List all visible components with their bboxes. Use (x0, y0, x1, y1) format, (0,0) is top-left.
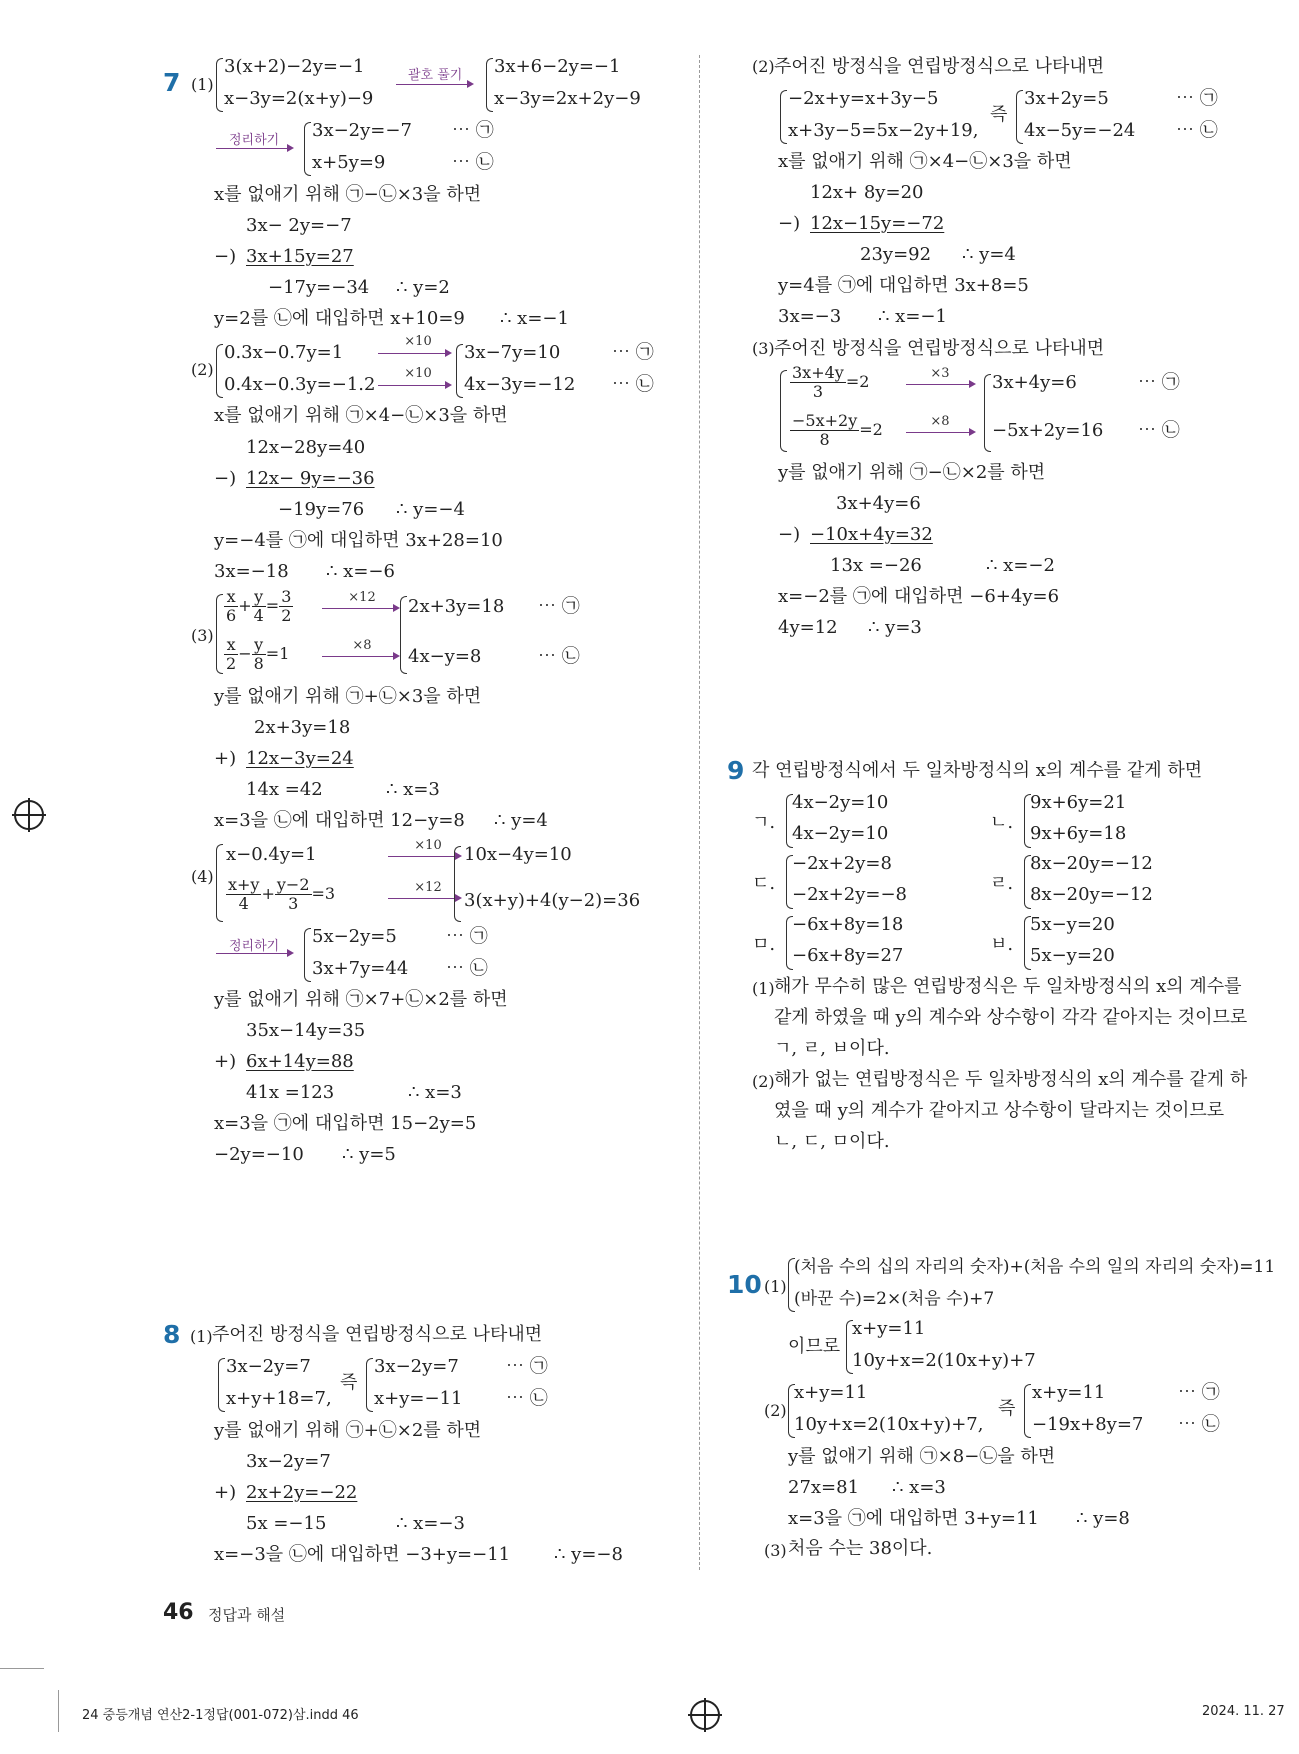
choice-label: ㄱ. (752, 812, 776, 833)
choice-label: ㅂ. (990, 934, 1014, 955)
left-brace (216, 844, 223, 922)
result: ∴ x=−1 (878, 306, 947, 327)
equation: 2x+3y=18 (254, 717, 351, 738)
equation: 10y+x=2(10x+y)+7, (794, 1414, 984, 1435)
equation: 3x+7y=44 (312, 958, 409, 979)
explanation-text: 해가 무수히 많은 연립방정식은 두 일차방정식의 x의 계수를 (774, 976, 1242, 997)
equation: −6x+8y=18 (792, 914, 904, 935)
left-brace (456, 344, 463, 398)
question-number-8: 8 (163, 1320, 181, 1349)
right-arrow (322, 608, 398, 609)
equation-marker: ⋯ ㉡ (506, 1388, 548, 1409)
step-tag: 정리하기 (229, 939, 280, 954)
operation-sign: +) (214, 748, 237, 769)
result: ∴ y=5 (342, 1144, 396, 1165)
equation-marker: ⋯ ㉠ (506, 1356, 548, 1377)
operation-sign: −) (214, 468, 237, 489)
equation: 3x=−3 (778, 306, 842, 327)
left-brace (984, 374, 991, 452)
part-label: (1) (752, 979, 775, 998)
equation: 5x =−15 (246, 1513, 327, 1534)
right-arrow (906, 432, 974, 433)
part-label: (2) (191, 360, 214, 379)
question-intro: 각 연립방정식에서 두 일차방정식의 x의 계수를 같게 하면 (752, 760, 1203, 781)
left-brace (304, 928, 311, 982)
solution-text: x를 없애기 위해 ㉠−㉡×3을 하면 (214, 184, 482, 205)
right-arrow (388, 856, 460, 857)
left-brace (366, 1358, 373, 1412)
step-tag: 정리하기 (229, 133, 280, 148)
solution-text: x=−2를 ㉠에 대입하면 −6+4y=6 (778, 586, 1060, 607)
result: ∴ y=−4 (396, 499, 465, 520)
left-brace (454, 846, 461, 922)
solution-text: x=3을 ㉠에 대입하면 15−2y=5 (214, 1113, 477, 1134)
equation: −2x+2y=8 (792, 853, 892, 874)
equation: 23y=92 (860, 244, 932, 265)
equation: 4x−3y=−12 (464, 374, 576, 395)
left-brace (218, 1358, 225, 1412)
left-brace (216, 594, 223, 674)
equation: −2x+y=x+3y−5 (788, 88, 939, 109)
equation: 14x =42 (246, 779, 323, 800)
question-number-10: 10 (727, 1270, 762, 1299)
equation: 41x =123 (246, 1082, 335, 1103)
equation: 12x−3y=24 (246, 748, 354, 769)
equation: 3x+2y=5 (1024, 88, 1109, 109)
solution-text: y를 없애기 위해 ㉠+㉡×3을 하면 (214, 686, 482, 707)
equation: 35x−14y=35 (246, 1020, 366, 1041)
part-label: (3) (752, 339, 775, 358)
solution-text: x=3을 ㉡에 대입하면 12−y=8 (214, 810, 465, 831)
equation-marker: ⋯ ㉡ (446, 958, 488, 979)
solution-text: 주어진 방정식을 연립방정식으로 나타내면 (774, 338, 1105, 359)
explanation-text: 였을 때 y의 계수가 같아지고 상수항이 달라지는 것이므로 (774, 1100, 1225, 1121)
equation: x+y=−11 (374, 1388, 463, 1409)
multiplier-label: ×12 (348, 590, 376, 605)
equation-marker: ⋯ ㉡ (1176, 120, 1218, 141)
result: ∴ y=2 (396, 277, 450, 298)
operation-sign: +) (214, 1051, 237, 1072)
equation: 9x+6y=21 (1030, 792, 1127, 813)
left-brace (216, 344, 223, 398)
multiplier-label: ×10 (404, 366, 432, 381)
step-tag: 괄호 풀기 (408, 68, 463, 83)
left-brace (780, 90, 787, 144)
equation-marker: ⋯ ㉠ (1138, 372, 1180, 393)
part-label: (2) (752, 1072, 775, 1091)
left-brace (780, 370, 787, 452)
multiplier-label: ×12 (414, 880, 442, 895)
equation: −2y=−10 (214, 1144, 304, 1165)
equation: 6x+14y=88 (246, 1051, 354, 1072)
right-arrow (378, 385, 450, 386)
equation: 3x−2y=7 (374, 1356, 459, 1377)
equation: −10x+4y=32 (810, 524, 933, 545)
jeuk-label: 즉 (340, 1372, 358, 1393)
equation: 3x− 2y=−7 (246, 215, 352, 236)
part-label: (4) (191, 867, 214, 886)
equation: 5x−y=20 (1030, 914, 1115, 935)
choice-label: ㅁ. (752, 934, 776, 955)
part-label: (3) (191, 626, 214, 645)
solution-text: x를 없애기 위해 ㉠×4−㉡×3을 하면 (778, 151, 1072, 172)
equation: 12x−28y=40 (246, 437, 366, 458)
equation: 27x=81 (788, 1477, 860, 1498)
equation-marker: ⋯ ㉡ (538, 646, 580, 667)
question-number-7: 7 (163, 68, 181, 97)
right-arrow (388, 898, 460, 899)
print-date: 2024. 11. 27 (1202, 1704, 1285, 1719)
equation-marker: ⋯ ㉡ (1138, 420, 1180, 441)
part-label: (2) (752, 57, 775, 76)
equation: 10y+x=2(10x+y)+7 (852, 1350, 1036, 1371)
equation: 3x+6−2y=−1 (494, 56, 621, 77)
equation: 12x−15y=−72 (810, 213, 945, 234)
part-label: (2) (764, 1401, 787, 1420)
multiplier-label: ×10 (414, 838, 442, 853)
equation: 12x− 9y=−36 (246, 468, 375, 489)
equation: 0.3x−0.7y=1 (224, 342, 344, 363)
solution-text: y=−4를 ㉠에 대입하면 3x+28=10 (214, 530, 503, 551)
crop-mark (58, 1690, 59, 1732)
choice-label: ㄷ. (752, 873, 776, 894)
equation: x+y+18=7, (226, 1388, 332, 1409)
equation: 12x+ 8y=20 (810, 182, 924, 203)
equation: 10x−4y=10 (464, 844, 572, 865)
result: ∴ y=3 (868, 617, 922, 638)
equation: 3(x+y)+4(y−2)=36 (464, 890, 641, 911)
multiplier-label: ×3 (930, 366, 950, 381)
equation: 3x+15y=27 (246, 246, 354, 267)
equation: 8x−20y=−12 (1030, 884, 1153, 905)
equation: x−3y=2(x+y)−9 (224, 88, 374, 109)
page-section-label: 정답과 해설 (208, 1606, 286, 1624)
page-number: 46 (163, 1600, 194, 1625)
equation-marker: ⋯ ㉡ (612, 374, 654, 395)
result: ∴ x=−2 (986, 555, 1055, 576)
left-brace (216, 58, 223, 112)
part-label: (3) (764, 1541, 787, 1560)
left-brace (486, 58, 493, 112)
solution-text: x를 없애기 위해 ㉠×4−㉡×3을 하면 (214, 405, 508, 426)
equation: 4x−2y=10 (792, 823, 889, 844)
solution-text: 주어진 방정식을 연립방정식으로 나타내면 (774, 56, 1105, 77)
equation: x+3y−5=5x−2y+19, (788, 120, 979, 141)
solution-text: y를 없애기 위해 ㉠−㉡×2를 하면 (778, 462, 1046, 483)
equation: x+5y=9 (312, 152, 386, 173)
answer-text: ㄴ, ㄷ, ㅁ이다. (774, 1131, 890, 1152)
solution-text: 주어진 방정식을 연립방정식으로 나타내면 (212, 1324, 543, 1345)
result: ∴ y=8 (1076, 1508, 1130, 1529)
result: ∴ x=−1 (500, 308, 569, 329)
fraction-equation: $\frac{x}{2}$ − $\frac{y}{8}$ =1 (226, 635, 290, 673)
result: ∴ y=4 (494, 810, 548, 831)
right-arrow (378, 353, 450, 354)
equation: 4x−5y=−24 (1024, 120, 1136, 141)
equation: −2x+2y=−8 (792, 884, 908, 905)
solution-text: x=3을 ㉠에 대입하면 3+y=11 (788, 1508, 1039, 1529)
equation: −19y=76 (278, 499, 365, 520)
equation: 2x+3y=18 (408, 596, 505, 617)
operation-sign: −) (778, 213, 801, 234)
equation-marker: ⋯ ㉠ (446, 926, 488, 947)
right-arrow (322, 656, 398, 657)
equation: x+y=11 (794, 1382, 868, 1403)
result: ∴ x=3 (386, 779, 440, 800)
equation-marker: ⋯ ㉡ (1178, 1414, 1220, 1435)
file-slug: 24 중등개념 연산2-1정답(001-072)삼.indd 46 (82, 1708, 359, 1723)
solution-text: x=−3을 ㉡에 대입하면 −3+y=−11 (214, 1544, 511, 1565)
solution-text: 이므로 (788, 1336, 841, 1357)
jeuk-label: 즉 (998, 1398, 1016, 1419)
equation: x+y=11 (852, 1318, 926, 1339)
equation: −19x+8y=7 (1032, 1414, 1144, 1435)
equation: 5x−2y=5 (312, 926, 397, 947)
equation: 4y=12 (778, 617, 838, 638)
choice-label: ㄴ. (990, 812, 1014, 833)
multiplier-label: ×8 (352, 638, 372, 653)
result: ∴ x=3 (892, 1477, 946, 1498)
equation: 0.4x−0.3y=−1.2 (224, 374, 376, 395)
solution-text: y=2를 ㉡에 대입하면 x+10=9 (214, 308, 465, 329)
part-label: (1) (764, 1277, 787, 1296)
answer-text: ㄱ, ㄹ, ㅂ이다. (774, 1038, 890, 1059)
equation: x−0.4y=1 (226, 844, 317, 865)
column-divider (699, 55, 700, 1570)
equation: 3x−2y=7 (226, 1356, 311, 1377)
solution-text: y=4를 ㉠에 대입하면 3x+8=5 (778, 275, 1029, 296)
fraction-equation: $\frac{-5x+2y}{8}$ =2 (792, 411, 883, 449)
equation: 3(x+2)−2y=−1 (224, 56, 365, 77)
equation: 3x−2y=−7 (312, 120, 412, 141)
equation: −17y=−34 (268, 277, 370, 298)
equation: 5x−y=20 (1030, 945, 1115, 966)
equation: 13x =−26 (830, 555, 922, 576)
registration-mark-icon (14, 800, 44, 830)
equation: −6x+8y=27 (792, 945, 904, 966)
equation-marker: ⋯ ㉡ (452, 152, 494, 173)
answer-text: 처음 수는 38이다. (788, 1538, 933, 1559)
multiplier-label: ×10 (404, 334, 432, 349)
equation-marker: ⋯ ㉠ (612, 342, 654, 363)
left-brace (304, 122, 311, 176)
multiplier-label: ×8 (930, 414, 950, 429)
jeuk-label: 즉 (990, 104, 1008, 125)
part-label: (1) (191, 75, 214, 94)
fraction-equation: $\frac{3x+4y}{3}$ =2 (792, 363, 870, 401)
equation: 3x−2y=7 (246, 1451, 331, 1472)
result: ∴ x=−3 (396, 1513, 465, 1534)
result: ∴ x=3 (408, 1082, 462, 1103)
right-arrow (396, 84, 472, 85)
right-arrow (216, 148, 292, 149)
crop-mark (0, 1668, 44, 1669)
result: ∴ y=−8 (554, 1544, 623, 1565)
solution-text: y를 없애기 위해 ㉠+㉡×2를 하면 (214, 1420, 482, 1441)
result: ∴ x=−6 (326, 561, 395, 582)
registration-mark-icon (690, 1700, 720, 1730)
equation: 4x−2y=10 (792, 792, 889, 813)
equation: 3x+4y=6 (836, 493, 921, 514)
right-arrow (906, 384, 974, 385)
equation: 3x+4y=6 (992, 372, 1077, 393)
left-brace (400, 596, 407, 674)
equation: 2x+2y=−22 (246, 1482, 358, 1503)
equation: 8x−20y=−12 (1030, 853, 1153, 874)
equation: 3x=−18 (214, 561, 289, 582)
equation: (처음 수의 십의 자리의 숫자)+(처음 수의 일의 자리의 숫자)=11 (794, 1257, 1276, 1277)
equation-marker: ⋯ ㉠ (538, 596, 580, 617)
equation: (바꾼 수)=2×(처음 수)+7 (794, 1289, 995, 1309)
explanation-text: 같게 하였을 때 y의 계수와 상수항이 각각 같아지는 것이므로 (774, 1007, 1248, 1028)
choice-label: ㄹ. (990, 873, 1014, 894)
part-label: (1) (190, 1327, 213, 1346)
fraction-equation: $\frac{x}{6}$ + $\frac{y}{4}$ = $\frac{3}{2}$ (226, 587, 292, 625)
result: ∴ y=4 (962, 244, 1016, 265)
equation-marker: ⋯ ㉠ (1178, 1382, 1220, 1403)
operation-sign: −) (214, 246, 237, 267)
fraction-equation: $\frac{x+y}{4}$ + $\frac{y-2}{3}$ =3 (228, 875, 336, 913)
equation: 4x−y=8 (408, 646, 482, 667)
solution-text: y를 없애기 위해 ㉠×7+㉡×2를 하면 (214, 989, 508, 1010)
equation: 9x+6y=18 (1030, 823, 1127, 844)
operation-sign: +) (214, 1482, 237, 1503)
left-brace (1016, 90, 1023, 144)
left-brace (1024, 1384, 1031, 1438)
question-number-9: 9 (727, 756, 745, 785)
equation: x−3y=2x+2y−9 (494, 88, 641, 109)
right-arrow (216, 953, 292, 954)
equation-marker: ⋯ ㉠ (452, 120, 494, 141)
solution-text: y를 없애기 위해 ㉠×8−㉡을 하면 (788, 1446, 1056, 1467)
equation-marker: ⋯ ㉠ (1176, 88, 1218, 109)
equation: −5x+2y=16 (992, 420, 1104, 441)
equation: x+y=11 (1032, 1382, 1106, 1403)
explanation-text: 해가 없는 연립방정식은 두 일차방정식의 x의 계수를 같게 하 (774, 1069, 1248, 1090)
operation-sign: −) (778, 524, 801, 545)
equation: 3x−7y=10 (464, 342, 561, 363)
